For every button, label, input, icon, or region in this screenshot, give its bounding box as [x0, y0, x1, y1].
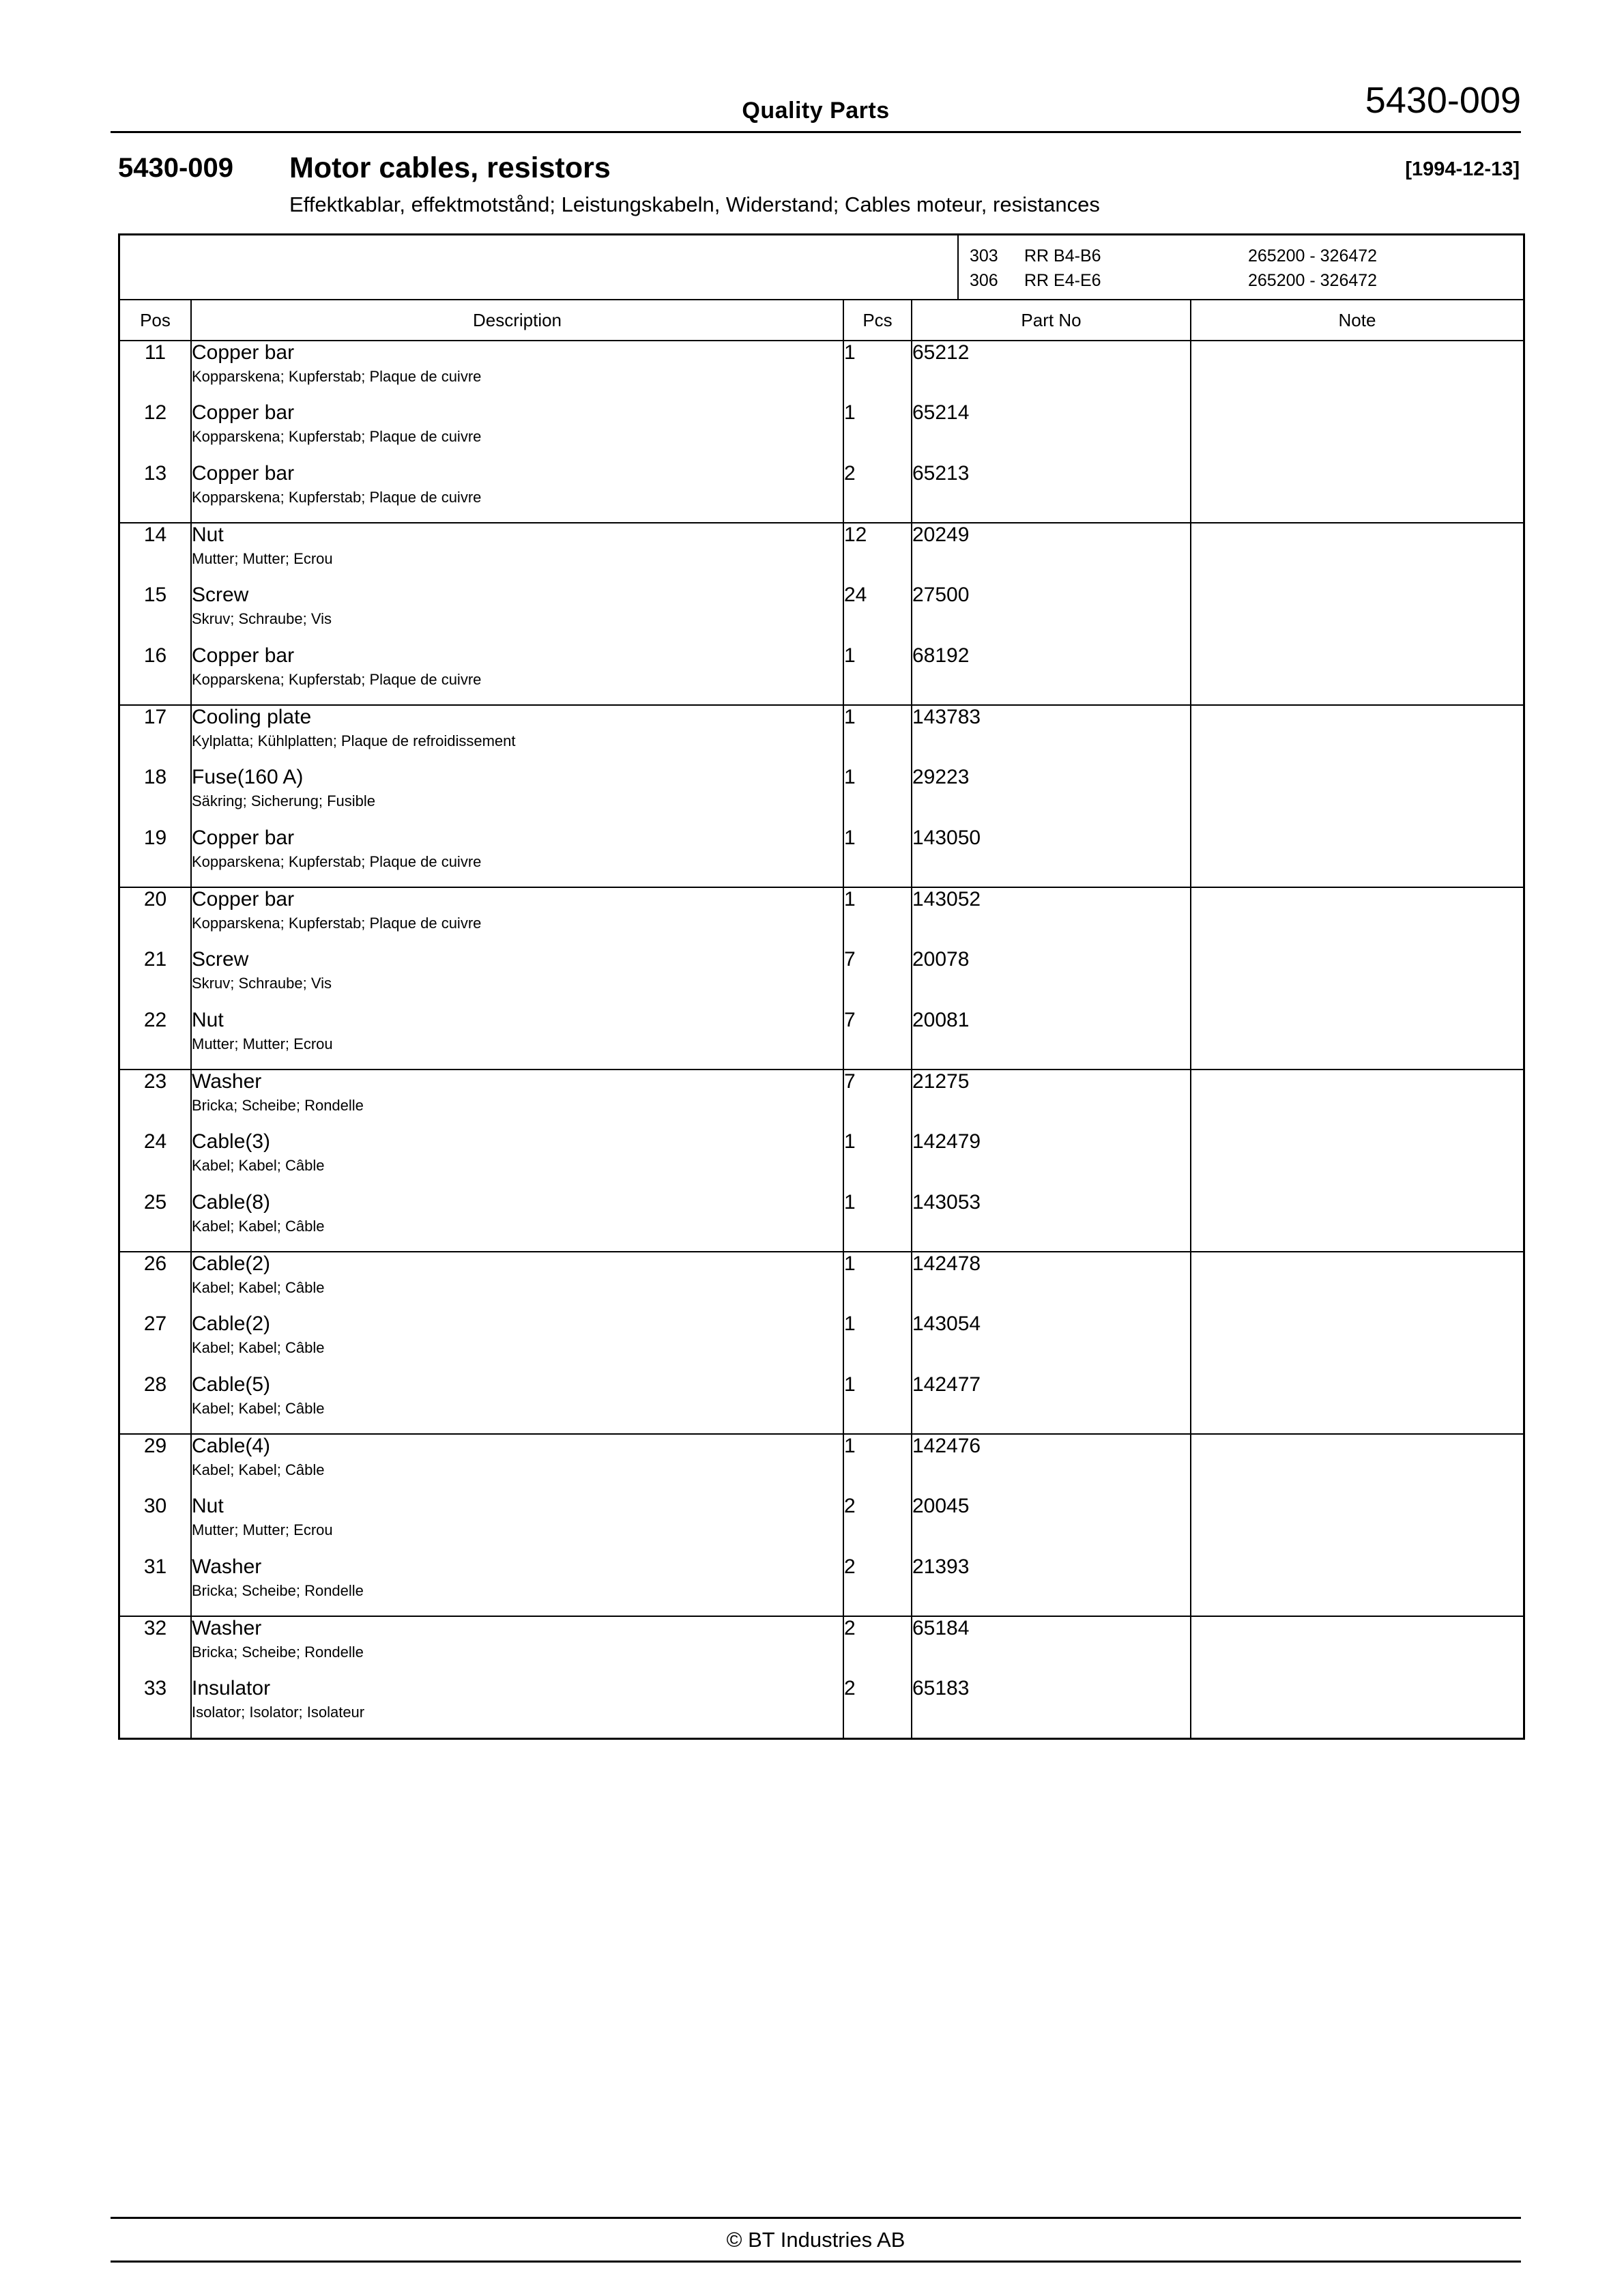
description-cell: [191, 341, 843, 401]
description-translations: Mutter; Mutter; Ecrou: [192, 1035, 333, 1052]
description-cell: [191, 948, 843, 1009]
parts-table: [118, 233, 1525, 1740]
description-main: Cable(8): [192, 1191, 271, 1214]
title-block: [111, 152, 1521, 227]
pos-cell: 16: [143, 644, 167, 667]
table-row: [120, 523, 1523, 584]
description-cell: [191, 887, 843, 948]
description-translations: Mutter; Mutter; Ecrou: [192, 550, 333, 567]
model-info-line: [970, 268, 1523, 293]
note-cell: [1191, 705, 1523, 766]
description-main: Washer: [192, 1070, 262, 1093]
pos-cell: 32: [120, 1616, 191, 1677]
note-cell: [1191, 341, 1523, 401]
description-translations: Kopparskena; Kupferstab; Plaque de cuivre: [192, 915, 482, 932]
description-translations: Kopparskena; Kupferstab; Plaque de cuivre: [192, 853, 482, 870]
note-cell: [1191, 1616, 1523, 1677]
note-cell: [1191, 1070, 1523, 1130]
part-no-cell: 65214: [912, 401, 1191, 462]
table-row: [120, 827, 1523, 887]
pos-cell: 17: [120, 705, 191, 766]
description-cell: [191, 1373, 843, 1434]
note-cell: [1191, 1009, 1523, 1070]
table-row: [120, 584, 1523, 644]
description-translations: Kopparskena; Kupferstab; Plaque de cuivre: [192, 368, 482, 385]
description-cell: [191, 1555, 843, 1616]
part-no-cell: 65184: [912, 1616, 1191, 1677]
column-header-pos: Pos: [140, 309, 171, 330]
table-header: [120, 300, 1523, 341]
pcs-cell: 24: [843, 584, 912, 644]
copyright-text: © BT Industries AB: [726, 2227, 905, 2252]
part-no-cell: 21393: [912, 1555, 1191, 1616]
description-main: Copper bar: [192, 644, 295, 667]
column-header-part-no: Part No: [912, 300, 1191, 341]
part-no-cell: 29223: [912, 766, 1191, 827]
note-cell: [1191, 1434, 1523, 1495]
note-cell: [1191, 1130, 1523, 1191]
table-row: [120, 1252, 1523, 1312]
pcs-cell: 1: [843, 1191, 912, 1252]
part-no-cell: 65213: [912, 462, 1191, 523]
description-main: Screw: [192, 584, 249, 606]
pcs-cell: 1: [843, 705, 912, 766]
pcs-cell: 7: [843, 1009, 912, 1070]
description-cell: [191, 766, 843, 827]
pcs-cell: 1: [843, 1130, 912, 1191]
pos-cell: 21: [143, 948, 167, 971]
table-row: [120, 887, 1523, 948]
note-cell: [1191, 584, 1523, 644]
doc-number: 5430-009: [118, 153, 234, 183]
doc-number-large: 5430-009: [1365, 80, 1521, 121]
description-translations: Kabel; Kabel; Câble: [192, 1339, 325, 1356]
description-cell: [191, 1130, 843, 1191]
description-translations: Kabel; Kabel; Câble: [192, 1279, 325, 1296]
part-no-cell: 143052: [912, 887, 1191, 948]
note-cell: [1191, 401, 1523, 462]
model-info-line: [970, 244, 1523, 268]
pos-cell: 18: [143, 766, 167, 788]
description-main: Insulator: [192, 1677, 271, 1699]
part-no-cell: 142477: [912, 1373, 1191, 1434]
description-translations: Kabel; Kabel; Câble: [192, 1157, 325, 1174]
part-no-cell: 20045: [912, 1495, 1191, 1555]
description-translations: Skruv; Schraube; Vis: [192, 975, 332, 992]
parts-group: [120, 1252, 1523, 1434]
description-translations: Kopparskena; Kupferstab; Plaque de cuivre: [192, 671, 482, 688]
description-cell: [191, 462, 843, 523]
pos-cell: 13: [143, 462, 167, 485]
table-row: [120, 948, 1523, 1009]
description-main: Cooling plate: [192, 706, 312, 728]
table-row: [120, 644, 1523, 705]
masthead: [111, 0, 1521, 133]
pcs-cell: 2: [843, 1495, 912, 1555]
description-translations: Kabel; Kabel; Câble: [192, 1461, 325, 1478]
description-main: Washer: [192, 1617, 262, 1639]
part-no-cell: 142479: [912, 1130, 1191, 1191]
note-cell: [1191, 523, 1523, 584]
note-cell: [1191, 887, 1523, 948]
note-cell: [1191, 948, 1523, 1009]
note-cell: [1191, 644, 1523, 705]
model-name: RR B4-B6: [1024, 246, 1101, 266]
table-row: [120, 1434, 1523, 1495]
column-header-pcs: Pcs: [843, 300, 912, 341]
pcs-cell: 1: [843, 1252, 912, 1312]
description-cell: [191, 827, 843, 887]
note-cell: [1191, 1495, 1523, 1555]
pcs-cell: 1: [843, 766, 912, 827]
description-main: Nut: [192, 1495, 224, 1517]
description-translations: Bricka; Scheibe; Rondelle: [192, 1582, 364, 1599]
description-main: Cable(3): [192, 1130, 271, 1153]
model-code: 306: [970, 271, 998, 290]
pos-cell: 28: [143, 1373, 167, 1396]
pcs-cell: 2: [843, 1677, 912, 1738]
description-cell: [191, 1009, 843, 1070]
pcs-cell: 1: [843, 644, 912, 705]
pos-cell: 22: [143, 1009, 167, 1031]
table-row: [120, 1616, 1523, 1677]
description-cell: [191, 1252, 843, 1312]
description-main: Copper bar: [192, 462, 295, 485]
pos-cell: 29: [120, 1434, 191, 1495]
note-cell: [1191, 1252, 1523, 1312]
note-cell: [1191, 1555, 1523, 1616]
pcs-cell: 1: [843, 827, 912, 887]
description-main: Copper bar: [192, 401, 295, 424]
model-info-spacer: [120, 235, 959, 299]
brand-label: Quality Parts: [742, 98, 890, 124]
serial-range: 265200 - 326472: [1248, 271, 1378, 290]
description-translations: Kabel; Kabel; Câble: [192, 1218, 325, 1235]
pcs-cell: 2: [843, 462, 912, 523]
description-cell: [191, 644, 843, 705]
description-cell: [191, 705, 843, 766]
description-main: Screw: [192, 948, 249, 971]
part-no-cell: 21275: [912, 1070, 1191, 1130]
part-no-cell: 65183: [912, 1677, 1191, 1738]
table-row: [120, 1373, 1523, 1434]
pos-cell: 20: [120, 887, 191, 948]
note-cell: [1191, 827, 1523, 887]
pcs-cell: 7: [843, 948, 912, 1009]
description-cell: [191, 1312, 843, 1373]
note-cell: [1191, 766, 1523, 827]
note-cell: [1191, 1373, 1523, 1434]
parts-group: [120, 887, 1523, 1070]
part-no-cell: 143053: [912, 1191, 1191, 1252]
pos-cell: 33: [143, 1677, 167, 1699]
pos-cell: 26: [120, 1252, 191, 1312]
pos-cell: 31: [143, 1555, 167, 1578]
pos-cell: 14: [120, 523, 191, 584]
part-no-cell: 142476: [912, 1434, 1191, 1495]
page-subtitle: Effektkablar, effektmotstånd; Leistungskabeln, Widerstand; Cables moteur, resistances: [289, 192, 1100, 216]
description-translations: Kopparskena; Kupferstab; Plaque de cuivre: [192, 489, 482, 506]
pcs-cell: 2: [843, 1616, 912, 1677]
part-no-cell: 142478: [912, 1252, 1191, 1312]
description-translations: Skruv; Schraube; Vis: [192, 610, 332, 627]
description-cell: [191, 1616, 843, 1677]
part-no-cell: 20078: [912, 948, 1191, 1009]
description-main: Cable(2): [192, 1252, 271, 1275]
part-no-cell: 143054: [912, 1312, 1191, 1373]
table-row: [120, 1555, 1523, 1616]
table-row: [120, 1677, 1523, 1738]
description-translations: Säkring; Sicherung; Fusible: [192, 792, 376, 809]
column-header-note: Note: [1191, 300, 1523, 341]
description-translations: Isolator; Isolator; Isolateur: [192, 1704, 365, 1721]
description-main: Cable(4): [192, 1435, 271, 1457]
parts-group: [120, 341, 1523, 523]
pos-cell: 23: [120, 1070, 191, 1130]
description-cell: [191, 584, 843, 644]
serial-range: 265200 - 326472: [1248, 246, 1378, 266]
note-cell: [1191, 1191, 1523, 1252]
part-no-cell: 68192: [912, 644, 1191, 705]
model-info-content: [959, 235, 1523, 299]
pos-cell: 30: [143, 1495, 167, 1517]
table-row: [120, 705, 1523, 766]
pos-cell: 25: [143, 1191, 167, 1214]
revision-date: [1994-12-13]: [1405, 158, 1520, 180]
description-main: Copper bar: [192, 827, 295, 849]
part-no-cell: 20249: [912, 523, 1191, 584]
parts-group: [120, 705, 1523, 887]
description-main: Copper bar: [192, 341, 295, 364]
description-main: Cable(5): [192, 1373, 271, 1396]
description-cell: [191, 1434, 843, 1495]
table-row: [120, 1130, 1523, 1191]
table-row: [120, 462, 1523, 523]
description-translations: Bricka; Scheibe; Rondelle: [192, 1644, 364, 1661]
note-cell: [1191, 1312, 1523, 1373]
description-translations: Bricka; Scheibe; Rondelle: [192, 1097, 364, 1114]
table-row: [120, 1191, 1523, 1252]
part-no-cell: 65212: [912, 341, 1191, 401]
table-row: [120, 1495, 1523, 1555]
pcs-cell: 1: [843, 887, 912, 948]
description-translations: Kylplatta; Kühlplatten; Plaque de refroidissement: [192, 732, 516, 749]
description-cell: [191, 523, 843, 584]
description-translations: Mutter; Mutter; Ecrou: [192, 1521, 333, 1538]
pos-cell: 15: [143, 584, 167, 606]
pos-cell: 24: [143, 1130, 167, 1153]
part-no-cell: 27500: [912, 584, 1191, 644]
description-cell: [191, 401, 843, 462]
parts-group: [120, 1070, 1523, 1252]
note-cell: [1191, 1677, 1523, 1738]
description-main: Copper bar: [192, 888, 295, 910]
pcs-cell: 1: [843, 401, 912, 462]
model-name: RR E4-E6: [1024, 271, 1101, 290]
table-row: [120, 1312, 1523, 1373]
parts-group: [120, 523, 1523, 705]
description-main: Fuse(160 A): [192, 766, 304, 788]
part-no-cell: 143050: [912, 827, 1191, 887]
table-row: [120, 401, 1523, 462]
pcs-cell: 12: [843, 523, 912, 584]
description-cell: [191, 1070, 843, 1130]
column-header-description: Description: [191, 300, 843, 341]
pos-cell: 27: [143, 1312, 167, 1335]
parts-group: [120, 1434, 1523, 1616]
page-footer: [111, 2217, 1521, 2263]
parts-group: [120, 1616, 1523, 1738]
page-title: Motor cables, resistors: [289, 152, 611, 184]
table-row: [120, 766, 1523, 827]
table-row: [120, 1070, 1523, 1130]
pcs-cell: 7: [843, 1070, 912, 1130]
pos-cell: 11: [144, 341, 166, 364]
pcs-cell: 1: [843, 1312, 912, 1373]
model-info-box: [120, 235, 1523, 300]
pcs-cell: 1: [843, 1373, 912, 1434]
parts-table-grid: [120, 300, 1523, 1738]
description-translations: Kopparskena; Kupferstab; Plaque de cuivre: [192, 428, 482, 445]
table-row: [120, 1009, 1523, 1070]
pcs-cell: 1: [843, 1434, 912, 1495]
description-cell: [191, 1677, 843, 1738]
pos-cell: 12: [143, 401, 167, 424]
description-main: Nut: [192, 1009, 224, 1031]
part-no-cell: 20081: [912, 1009, 1191, 1070]
note-cell: [1191, 462, 1523, 523]
description-translations: Kabel; Kabel; Câble: [192, 1400, 325, 1417]
description-cell: [191, 1495, 843, 1555]
pcs-cell: 1: [843, 341, 912, 401]
part-no-cell: 143783: [912, 705, 1191, 766]
pcs-cell: 2: [843, 1555, 912, 1616]
description-main: Washer: [192, 1555, 262, 1578]
table-row: [120, 341, 1523, 401]
model-code: 303: [970, 246, 998, 266]
description-main: Cable(2): [192, 1312, 271, 1335]
description-main: Nut: [192, 523, 224, 546]
description-cell: [191, 1191, 843, 1252]
pos-cell: 19: [143, 827, 167, 849]
